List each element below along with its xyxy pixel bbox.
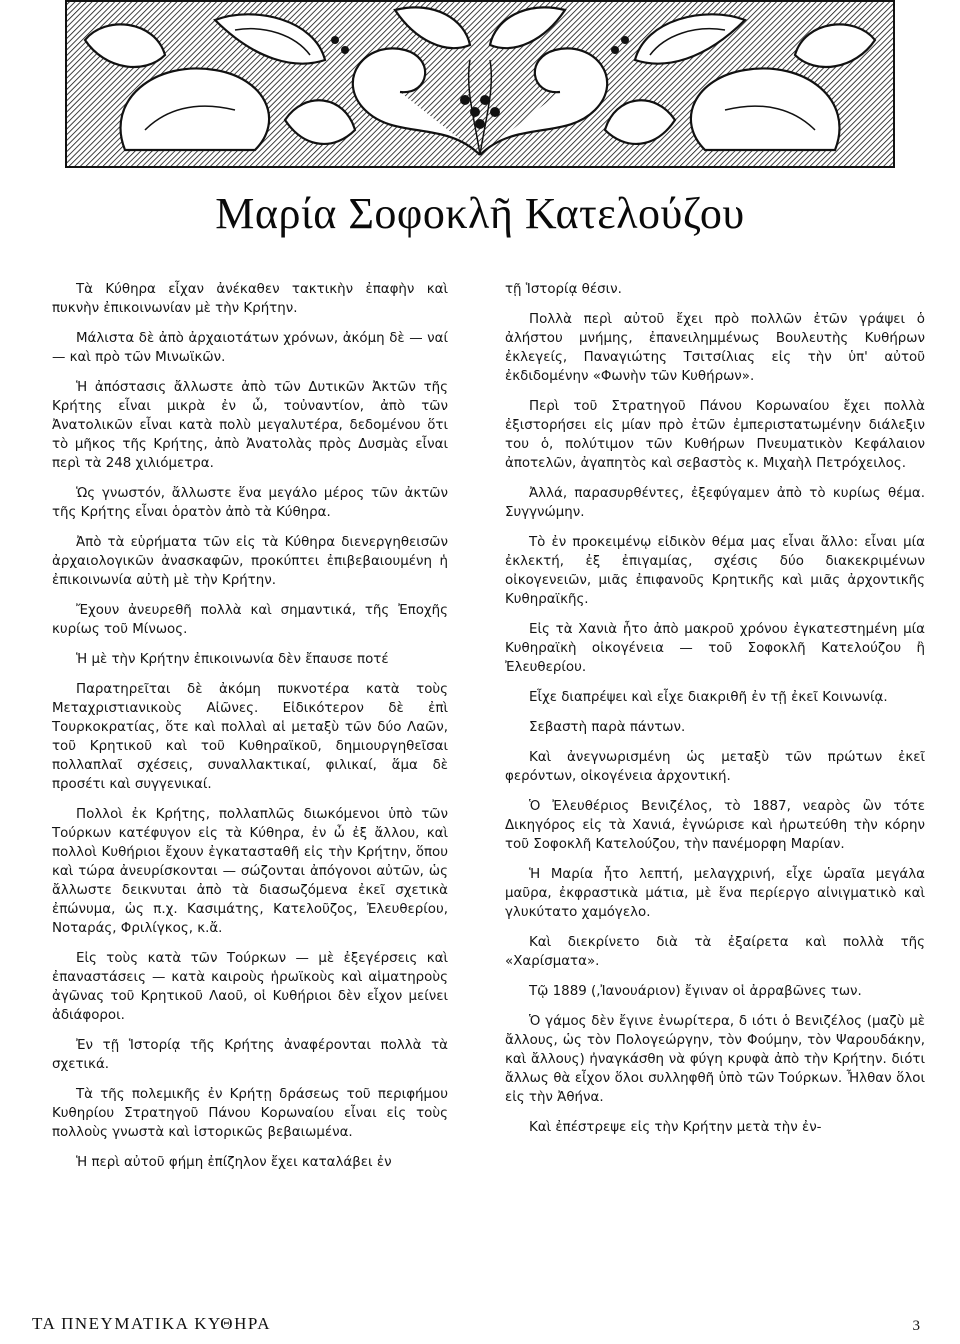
paragraph: Καὶ ἀνεγνωρισμένη ὡς μεταξὺ τῶν πρώτων ἐκεῖ φερόντων, οἰκογένεια ἀρχοντική. <box>505 750 925 784</box>
paragraph: Τὸ ἐν προκειμένῳ εἰδικὸν θέμα μας εἶναι ἄλλο: εἶναι μία ἐκλεκτή, ἐξ ἐπιγαμίας, σχέσις δύο διακεκριμένων οἰκογενειῶν, μιᾶς ἐπιφανοῦς Κρητικῆς καὶ μιᾶς ἀρχοντικῆς Κυθηραϊκῆς. <box>505 535 925 607</box>
paragraph: Ὡς γνωστόν, ἄλλωστε ἕνα μεγάλο μέρος τῶν ἀκτῶν τῆς Κρήτης εἶναι ὁρατὸν ἀπὸ τὰ Κύθηρα. <box>52 486 448 520</box>
paragraph: Ἀλλά, παρασυρθέντες, ἐξεφύγαμεν ἀπὸ τὸ κυρίως θέμα. Συγγνώμην. <box>505 486 925 520</box>
paragraph: Παρατηρεῖται δὲ ἀκόμη πυκνοτέρα κατὰ τοὺς Μεταχριστιανικοὺς Αἰῶνες. Εἰδικότερον δὲ ἐπὶ Τουρκοκρατίας, ὅτε καὶ πολλαὶ αἱ μεταξὺ τῶν δύο Λαῶν, τοῦ Κρητικοῦ καὶ τοῦ Κυθηραϊκοῦ, δημιουργηθεῖσαι πολλαπλαῖ σχέσεις, συναλλακτικαί, φιλικαί, ἅμα δὲ προσέτι καὶ συγγενικαί. <box>52 682 448 792</box>
paragraph: Πολλὰ περὶ αὐτοῦ ἔχει πρὸ πολλῶν ἐτῶν γράψει ὁ ἀλήστου μνήμης, ἐπανειλημμένως Βουλευτὴς Κυθήρων ἐκλεγείς, Παναγιώτης Τσιτσίλιας εἰς τὴν ὑπ' αὐτοῦ ἐκδιδομένην «Φωνὴν τῶν Κυθήρων». <box>505 312 925 384</box>
paragraph: Τὰ Κύθηρα εἶχαν ἀνέκαθεν τακτικὴν ἐπαφὴν καὶ πυκνὴν ἐπικοινωνίαν μὲ τὴν Κρήτην. <box>52 282 448 316</box>
paragraph: Ἔχουν ἀνευρεθῆ πολλὰ καὶ σημαντικά, τῆς Ἐποχῆς κυρίως τοῦ Μίνωος. <box>52 603 448 637</box>
paragraph: Ἡ ἀπόστασις ἄλλωστε ἀπὸ τῶν Δυτικῶν Ἀκτῶν τῆς Κρήτης εἶναι μικρὰ ἐν ὦ, τοὐναντίον, ἀπὸ τῶν Ἀνατολικῶν εἶναι κατὰ πολὺ μεγαλυτέρα, δεδομένου ὅτι τὸ μῆκος τῆς Κρήτης, ἀπὸ Ἀνατολὰς πρὸς Δυσμὰς εἶναι περὶ τὰ 248 χιλιόμετρα. <box>52 380 448 471</box>
paragraph: Πολλοὶ ἐκ Κρήτης, πολλαπλῶς διωκόμενοι ὑπὸ τῶν Τούρκων κατέφυγον εἰς τὰ Κύθηρα, ἐν ὦ ἐξ ἄλλου, καὶ πολλοὶ Κυθήριοι ἔχουν ἐγκατασταθῆ εἰς τὴν Κρήτην, ὅπου καὶ τώρα ἀνευρίσκονται — σώζονται ἀπόγονοι αὐτῶν, ὡς ἄλλωστε δεικνυται ἀπὸ τὰ διασωζόμενα ἐκεῖ σχετικὰ ἐπώνυμα, ὡς π.χ. Κασιμάτης, Κατελοῦζος, Ἐλευθερίου, Νοταράς, Φριλίγκος, κ.ἄ. <box>52 807 448 936</box>
paragraph: Ἐν τῇ Ἱστορίᾳ τῆς Κρήτης ἀναφέρονται πολλὰ τὰ σχετικά. <box>52 1038 448 1072</box>
article-title: Μαρία Σοφοκλῆ Κατελούζου <box>215 189 745 238</box>
paragraph: Εἶχε διαπρέψει καὶ εἶχε διακριθῆ ἐν τῇ ἐκεῖ Κοινωνίᾳ. <box>529 690 888 705</box>
paragraph: Ὁ Ἐλευθέριος Βενιζέλος, τὸ 1887, νεαρὸς ὢν τότε Δικηγόρος εἰς τὰ Χανιά, ἐγνώρισε καὶ ἠρωτεύθη τὴν κόρην τοῦ Σοφοκλῆ Κατελούζου, τὴν πανέμορφη Μαρίαν. <box>505 799 925 852</box>
magazine-name: ΤΑ ΠΝΕΥΜΑΤΙΚΑ ΚΥΘΗΡΑ <box>32 1314 272 1333</box>
paragraph: τῇ Ἱστορίᾳ θέσιν. <box>505 282 622 297</box>
paragraph: Ὁ γάμος δὲν ἔγινε ἐνωρίτερα, δ ιότι ὁ Βενιζέλος (μαζὺ μὲ ἄλλους, ὡς τὸν Πολογεώργην, τὸν Φούμην, τὸν Ψαρουδάκην, καὶ ἄλλους) ἠναγκάσθη νὰ φύγη κρυφὰ ἀπὸ τὴν Κρήτην. διότι ἄλλως θὰ εἶχον ὅλοι συλληφθῆ ὑπὸ τῶν Τούρκων. Ἦλθαν ὅλοι εἰς τὴν Ἀθήνα. <box>505 1014 925 1105</box>
paragraph: Ἡ μὲ τὴν Κρήτην ἐπικοινωνία δὲν ἔπαυσε ποτέ <box>76 652 389 667</box>
paragraph: Ἡ περὶ αὐτοῦ φήμη ἐπίζηλον ἔχει καταλάβει ἐν <box>76 1155 392 1170</box>
paragraph: Τῷ 1889 (,Ἰανουάριον) ἔγιναν οἱ ἀρραβῶνες των. <box>529 984 862 999</box>
paragraph: Καὶ ἐπέστρεψε εἰς τὴν Κρήτην μετὰ τὴν ἐν- <box>529 1120 822 1135</box>
page-number: 3 <box>912 1318 920 1334</box>
paragraph: Ἀπὸ τὰ εὑρήματα τῶν εἰς τὰ Κύθηρα διενεργηθεισῶν ἀρχαιολογικῶν ἀνασκαφῶν, προκύπτει ἐπιβεβαιουμένη ἡ ἐπικοινωνία αὐτὴ μὲ τὴν Κρήτην. <box>52 535 448 588</box>
paragraph: Εἰς τὰ Χανιὰ ἦτο ἀπὸ μακροῦ χρόνου ἐγκατεστημένη μία Κυθηραϊκὴ οἰκογένεια — τοῦ Σοφοκλῆ Κατελούζου ἢ Ἐλευθερίου. <box>505 622 925 675</box>
paragraph: Ἡ Μαρία ἦτο λεπτή, μελαγχρινή, εἶχε ὡραῖα μεγάλα μαῦρα, ἐκφραστικὰ μάτια, μὲ ἕνα περίεργο αἰνιγματικὸ καὶ γλυκύτατο χαμόγελο. <box>505 867 925 920</box>
paragraph: Καὶ διεκρίνετο διὰ τὰ ἐξαίρετα καὶ πολλὰ τῆς «Χαρίσματα». <box>505 935 925 969</box>
paragraph: Περὶ τοῦ Στρατηγοῦ Πάνου Κορωναίου ἔχει πολλὰ ἐξιστορήσει εἰς μίαν πρὸ ἐτῶν ἐμπεριστατωμένην διάλεξιν του ὁ, πολύτιμον τῶν Κυθήρων Πνευματικὸν Κεφάλαιον ἀποτελῶν, ἀγαπητὸς καὶ σεβαστὸς κ. Μιχαὴλ Πετρόχειλος. <box>505 399 925 471</box>
floral-ornament-icon <box>65 0 895 168</box>
paragraph: Τὰ τῆς πολεμικῆς ἐν Κρήτῃ δράσεως τοῦ περιφήμου Κυθηρίου Στρατηγοῦ Πάνου Κορωναίου εἶναι εἰς τοὺς πολλοὺς γνωστὰ καὶ ἱστορικῶς βεβαιωμένα. <box>52 1087 448 1140</box>
left-text-column <box>52 280 448 1183</box>
paragraph: Σεβαστὴ παρὰ πάντων. <box>529 720 686 735</box>
paragraph: Μάλιστα δὲ ἀπὸ ἀρχαιοτάτων χρόνων, ἀκόμη δὲ — ναί — καὶ πρὸ τῶν Μινωϊκῶν. <box>52 331 448 365</box>
paragraph: Εἰς τοὺς κατὰ τῶν Τούρκων — μὲ ἐξεγέρσεις καὶ ἐπαναστάσεις — κατὰ καιροὺς ἡρωϊκοὺς καὶ αἱματηροὺς ἀγῶνας τοῦ Κρητικοῦ Λαοῦ, οἱ Κυθήριοι δὲν εἶχον μείνει ἀδιάφοροι. <box>52 951 448 1023</box>
right-text-column <box>505 280 925 1148</box>
